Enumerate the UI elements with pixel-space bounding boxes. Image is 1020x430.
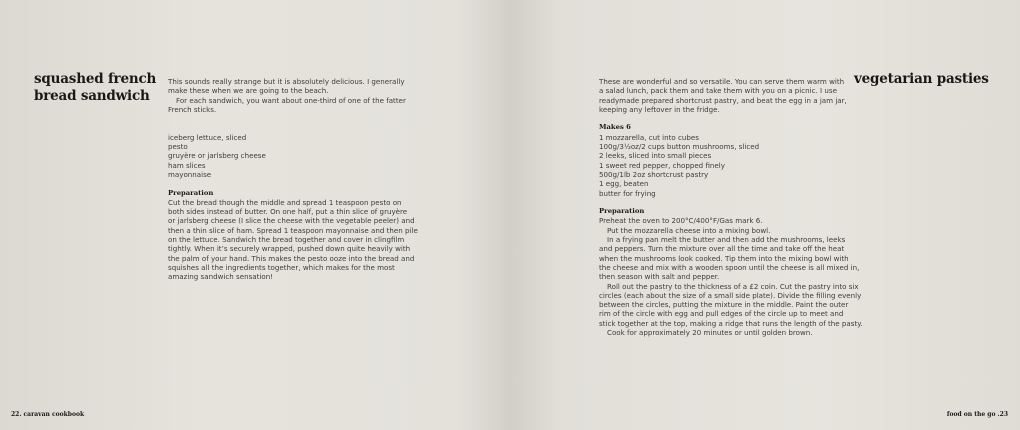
intro-line: For each sandwich, you want about one-third of one of the fatter [176,95,406,105]
preparation-heading: Preparation [599,207,645,216]
prep-line: between the circles, putting the mixture in the middle. Paint the outer [599,300,849,310]
makes-heading: Makes 6 [599,123,631,132]
prep-line: squishes all the ingredients together, which makes for the most [168,262,395,272]
left-page-footer: 22. caravan cookbook [11,411,85,418]
prep-line: the cheese and mix with a wooden spoon until the cheese is all mixed in, [599,262,860,272]
ingredient: 100g/3½oz/2 cups button mushrooms, sliced [599,142,760,152]
right-page-footer: food on the go .23 [946,411,1008,418]
prep-line: and peppers. Turn the mixture over all the time and take off the heat [599,244,845,254]
ingredient: 500g/1lb 2oz shortcrust pastry [599,169,709,179]
intro-line: French sticks. [168,104,217,114]
right-recipe-body [599,77,863,337]
ingredient: butter for frying [599,188,656,198]
prep-line: circles (each about the size of a small side plate). Divide the filling evenly [599,290,862,300]
prep-line: tightly. When it’s securely wrapped, pushed down quite heavily with [168,244,411,254]
prep-line: In a frying pan melt the butter and then add the mushrooms, leeks [607,235,846,245]
ingredient: pesto [168,142,188,152]
prep-line: Roll out the pastry to the thickness of a £2 coin. Cut the pastry into six [607,281,859,291]
prep-line: Preheat the oven to 200°C/400°F/Gas mark 6. [599,216,763,226]
prep-line: then a thin slice of ham. Spread 1 teaspoon mayonnaise and then pile [168,225,418,235]
prep-line: Put the mozzarella cheese into a mixing bowl. [607,225,771,235]
intro-line: readymade prepared shortcrust pastry, and beat the egg in a jam jar, [599,95,847,105]
ingredient: 1 sweet red pepper, chopped finely [599,160,725,170]
intro-line: make these when we are going to the beach. [168,86,329,96]
title-line: squashed french [34,71,157,87]
prep-line: Cook for approximately 20 minutes or until golden brown. [607,328,813,338]
prep-line: the palm of your hand. This makes the pesto ooze into the bread and [168,253,415,263]
ingredient: iceberg lettuce, sliced [168,132,247,142]
intro-line: a salad lunch, pack them and take them with you on a picnic. I use [599,86,837,96]
prep-line: rim of the circle with egg and pull edges of the circle up to meet and [599,309,844,319]
left-recipe-body [168,77,418,282]
prep-line: or jarlsberg cheese (I slice the cheese with the vegetable peeler) and [168,216,415,226]
right-recipe-title: vegetarian pasties [854,71,989,87]
intro-line: These are wonderful and so versatile. You can serve them warm with [599,77,845,86]
ingredient: mayonnaise [168,169,212,179]
prep-line: both sides instead of butter. On one half, put a thin slice of gruyère [168,207,408,217]
left-recipe-title [34,71,156,105]
intro-line: keeping any leftover in the fridge. [599,104,720,114]
prep-line: Cut the bread though the middle and spread 1 teaspoon pesto on [168,197,402,207]
ingredient: gruyère or jarlsberg cheese [168,151,266,161]
prep-line: when the mushrooms look cooked. Tip them into the mixing bowl with [599,253,849,263]
ingredient: 1 egg, beaten [599,179,649,189]
intro-line: This sounds really strange but it is absolutely delicious. I generally [168,77,405,86]
ingredient: ham slices [168,160,206,170]
ingredient: 2 leeks, sliced into small pieces [599,151,712,161]
prep-line: amazing sandwich sensation! [168,272,274,282]
prep-line: then season with salt and pepper. [599,272,720,282]
prep-line: stick together at the top, making a ridge that runs the length of the pasty. [599,318,863,328]
preparation-heading: Preparation [168,188,214,197]
prep-line: on the lettuce. Sandwich the bread together and cover in clingfilm [168,235,405,245]
title-line: bread sandwich [34,88,150,104]
ingredient: 1 mozzarella, cut into cubes [599,132,699,142]
